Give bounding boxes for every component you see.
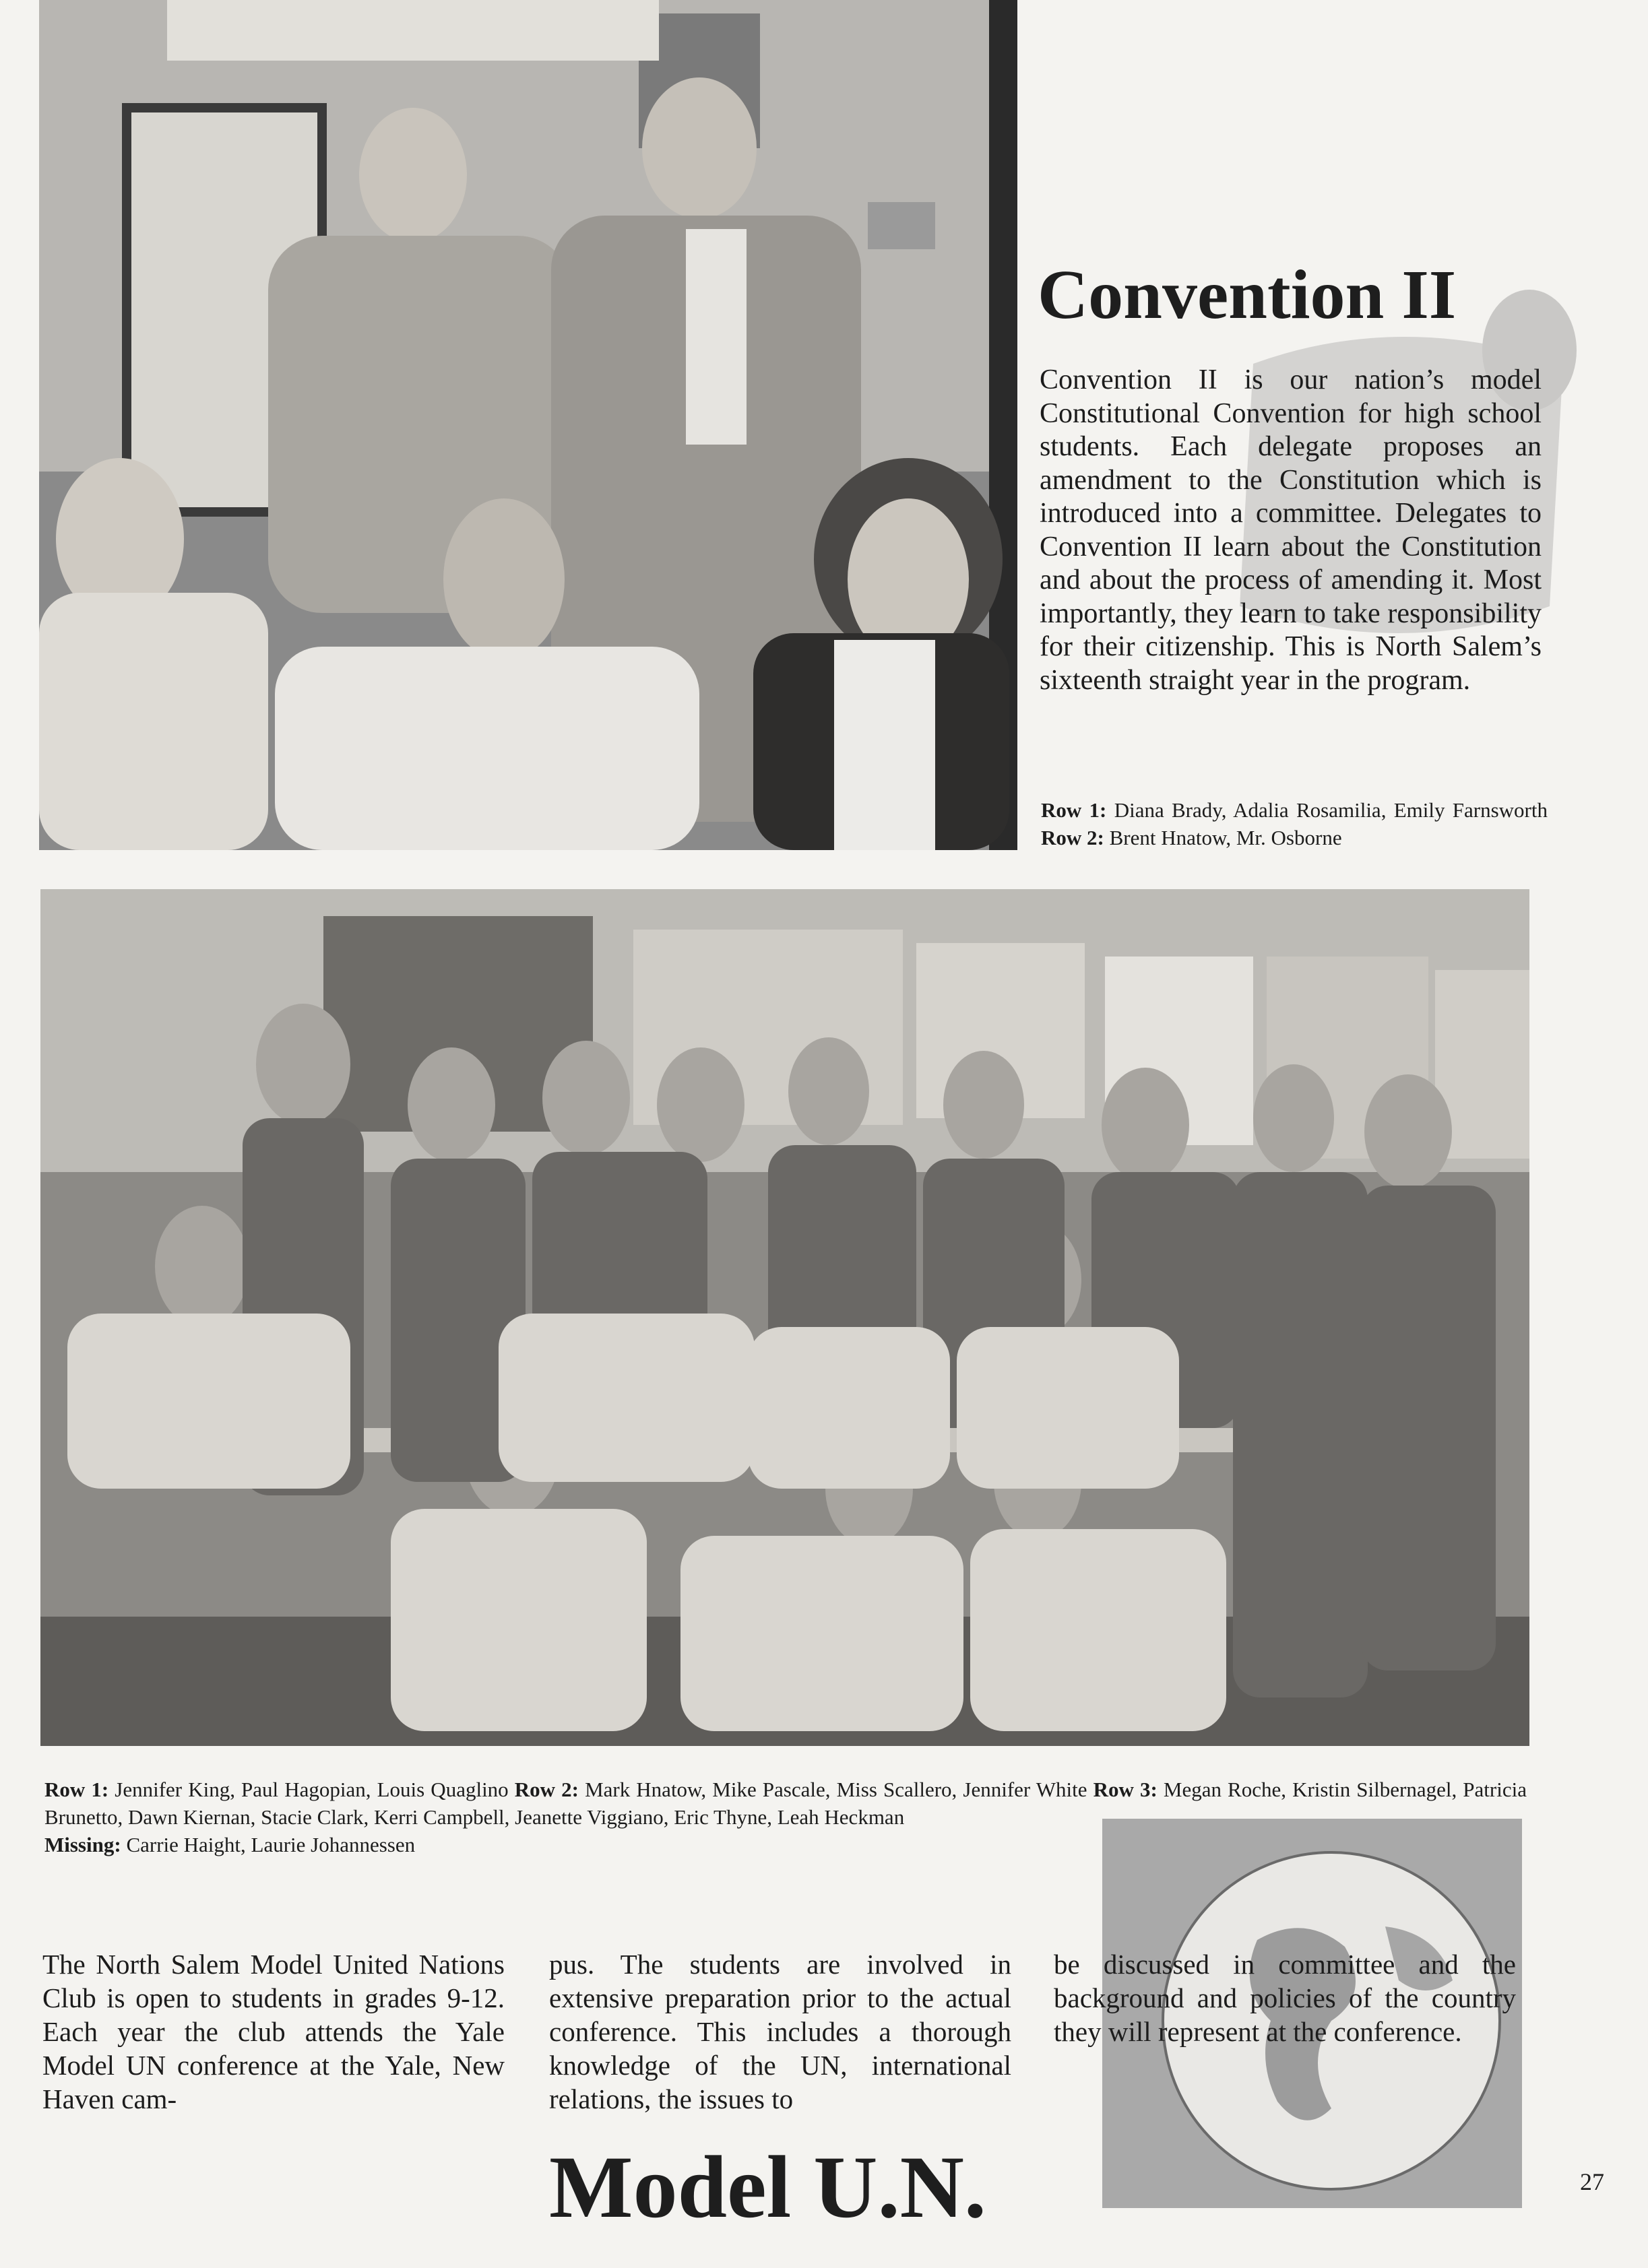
caption-row2-names: Mark Hnatow, Mike Pascale, Miss Scallero, Jennifer White — [585, 1778, 1087, 1801]
caption-missing-label: Missing: — [44, 1833, 121, 1856]
model-un-text-column-2: pus. The students are involved in extensive preparation prior to the actual conference. This includes a thorough knowledge of the UN, international relations, the issues to — [549, 1949, 1011, 2114]
caption-row1-label: Row 1: — [1041, 798, 1107, 822]
caption-row3-label: Row 3: — [1093, 1778, 1158, 1801]
caption-row2-label: Row 2: — [1041, 826, 1104, 849]
caption-row1-names: Jennifer King, Paul Hagopian, Louis Quaglino — [115, 1778, 509, 1801]
caption-missing-names: Carrie Haight, Laurie Johannessen — [126, 1833, 416, 1856]
page-number: 27 — [1580, 2168, 1604, 2195]
caption-row2-label: Row 2: — [514, 1778, 579, 1801]
model-un-title: Model U.N. — [549, 2137, 986, 2236]
caption-row3-names: Megan Roche, Kristin Silbernagel, Patricia Brunetto, Dawn Kiernan, Stacie Clark, Kerri Campbell, Jeanette Viggiano, Eric Thyne, Leah Heckman — [44, 1778, 1527, 1829]
convention-title: Convention II — [1038, 256, 1457, 333]
model-un-text-column-1: The North Salem Model United Nations Club is open to students in grades 9-12. Each year the club attends the Yale Model UN conference at the Yale, New Haven cam- — [42, 1949, 505, 2114]
caption-row1-names: Diana Brady, Adalia Rosamilia, Emily Farnsworth — [1114, 798, 1548, 822]
model-un-text-column-3: be discussed in committee and the background and policies of the country they will represent at the conference. — [1054, 1949, 1516, 2047]
convention-group-photo — [39, 0, 1017, 850]
caption-row2-names: Brent Hnatow, Mr. Osborne — [1109, 826, 1342, 849]
convention-description: Convention II is our nation’s model Constitutional Convention for high school students. Each delegate proposes an amendment to the Constitution which is introduced into a committee. Delegates to Convention II learn about the Constitution and about the process of amending it. Most importantly, they learn to take responsibility for their citizenship. This is North Salem’s sixteenth straight year in the program. — [1040, 364, 1542, 696]
convention-caption — [1041, 796, 1548, 851]
model-un-group-photo — [40, 889, 1529, 1746]
caption-row1-label: Row 1: — [44, 1778, 109, 1801]
